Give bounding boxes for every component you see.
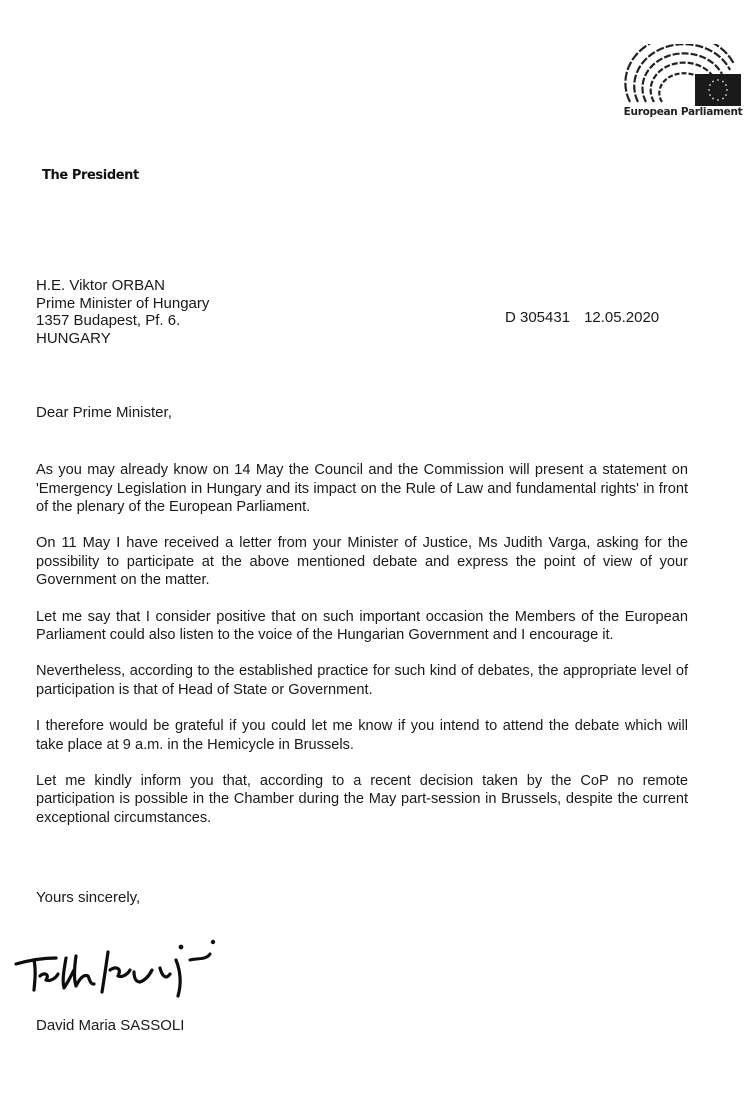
signature-icon	[10, 930, 220, 1000]
reference-date: 12.05.2020	[584, 309, 660, 326]
paragraph: I therefore would be grateful if you could let me know if you intend to attend the debate which will take place at 9 a.m. in the Hemicycle in Brussels.	[36, 717, 688, 753]
closing: Yours sincerely,	[36, 889, 141, 906]
recipient-country: HUNGARY	[36, 329, 111, 347]
salutation: Dear Prime Minister,	[36, 404, 172, 421]
reference-line	[505, 309, 659, 326]
recipient-title: Prime Minister of Hungary	[36, 294, 210, 312]
paragraph: Let me kindly inform you that, according to a recent decision taken by the CoP no remote participation is possible in the Chamber during the May part-session in Brussels, despite the current exceptional circumstances.	[36, 772, 688, 826]
paragraph: As you may already know on 14 May the Council and the Commission will present a statement on 'Emergency Legislation in Hungary and its impact on the Rule of Law and fundamental rights' in front of the plenary of the European Parliament.	[36, 462, 688, 516]
reference-number: D 305431	[505, 309, 571, 326]
recipient-name: H.E. Viktor ORBAN	[36, 277, 165, 294]
letter-body	[36, 461, 688, 845]
paragraph: Nevertheless, according to the established practice for such kind of debates, the appropriate level of participation is that of Head of State or Government.	[36, 663, 688, 698]
recipient-address	[36, 277, 209, 347]
signer-name: David Maria SASSOLI	[36, 1017, 185, 1034]
sender-title: The President	[42, 168, 139, 183]
logo-caption: European Parliament	[623, 106, 743, 118]
recipient-street: 1357 Budapest, Pf. 6.	[36, 312, 181, 329]
paragraph: Let me say that I consider positive that on such important occasion the Members of the European Parliament could also listen to the voice of the Hungarian Government and I encourage it.	[36, 608, 688, 644]
paragraph: On 11 May I have received a letter from your Minister of Justice, Ms Judith Varga, asking for the possibility to participate at the above mentioned debate and express the point of view of your Government on the matter.	[36, 535, 688, 589]
